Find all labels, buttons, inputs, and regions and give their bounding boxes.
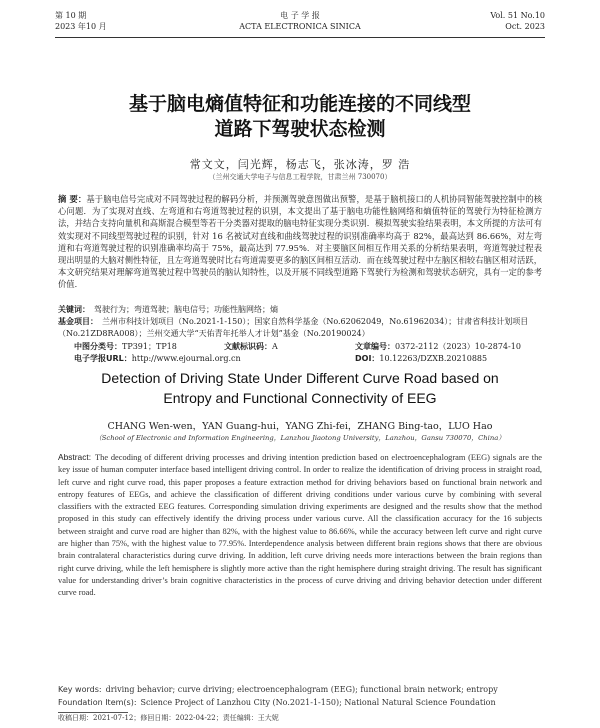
issue-date: 2023 年10 月 bbox=[55, 22, 107, 31]
header-rule bbox=[55, 37, 545, 38]
volume-number: Vol. 51 No.10 bbox=[490, 11, 545, 20]
doi bbox=[355, 353, 487, 365]
document-code-label: 文献标识码： bbox=[224, 342, 272, 351]
document-code bbox=[224, 341, 278, 353]
page-header bbox=[55, 10, 545, 42]
chinese-funding-text: 兰州市科技计划项目（No.2021-1-150）；国家自然科学基金（No.62062049，No.61962034）；甘肃省科技计划项目（No.21ZD8RA008）；兰州交通大学“天佑青年托举人才计划”基金（No.20190024） bbox=[58, 317, 529, 338]
english-title-line1: Detection of Driving State Under Different Curve Road based on bbox=[101, 370, 499, 386]
english-funding-label: Foundation Item(s): bbox=[58, 698, 137, 707]
document-code-value: A bbox=[272, 342, 278, 351]
chinese-keywords-text: 驾驶行为；弯道驾驶；脑电信号；功能性脑网络；熵 bbox=[94, 305, 278, 314]
header-right bbox=[490, 10, 545, 32]
chinese-title bbox=[60, 92, 540, 142]
article-number-value: 0372-2112（2023）10-2874-10 bbox=[395, 342, 521, 351]
chinese-keywords-label: 关键词： bbox=[58, 305, 90, 314]
english-funding-text: Science Project of Lanzhou City (No.2021-1-150); National Natural Science Foundation bbox=[140, 698, 496, 707]
english-keywords-text: driving behavior; curve driving; electroencephalogram (EEG); functional brain network; entropy bbox=[105, 685, 498, 694]
doi-value: 10.12263/DZXB.20210885 bbox=[379, 354, 488, 363]
volume-date: Oct. 2023 bbox=[505, 22, 545, 31]
journal-name-cn: 电 子 学 报 bbox=[280, 11, 320, 20]
header-center bbox=[55, 10, 545, 32]
journal-url-label: 电子学报URL： bbox=[74, 354, 132, 363]
chinese-affiliation: （兰州交通大学电子与信息工程学院，甘肃兰州 730070） bbox=[208, 173, 392, 181]
english-affiliation: （School of Electronic and Information Engineering，Lanzhou Jiaotong University，Lanzhou，Gansu 730070，China） bbox=[94, 434, 506, 442]
english-title bbox=[40, 368, 560, 408]
article-number-label: 文章编号： bbox=[355, 342, 395, 351]
clc-number bbox=[74, 341, 177, 353]
chinese-abstract bbox=[58, 193, 542, 291]
journal-name-en: ACTA ELECTRONICA SINICA bbox=[239, 22, 361, 31]
journal-url bbox=[74, 353, 241, 365]
issue-number: 第 10 期 bbox=[55, 11, 87, 20]
english-keywords-label: Key words: bbox=[58, 685, 102, 694]
chinese-keywords bbox=[58, 304, 542, 316]
english-title-line2: Entropy and Functional Connectivity of EEG bbox=[163, 390, 437, 406]
english-authors: CHANG Wen-wen，YAN Guang-hui，YANG Zhi-fei，ZHANG Bing-tao，LUO Hao bbox=[107, 421, 493, 432]
chinese-abstract-text: 基于脑电信号完成对不同驾驶过程的解码分析，并预测驾驶意图做出预警，是基于脑机接口的人机协同智能驾驶控制中的核心问题．为了实现对直线、左弯道和右弯道驾驶过程的识别，本文提出了基于脑电功能性脑网络和熵值特征的驾驶行为特征检测方法，并结合支持向量机和高斯混合模型等若干分类器对提取的脑电特征实现分类识别．模拟驾驶实验结果表明，本文所提的方法可有效实现对不同线型驾驶过程的识别，针对 16 名被试对直线和曲线驾驶过程的识别准确率均高于 82%，最高达到 86.66%，对左弯道和右弯道驾驶过程的识别准确率均高于 75%，最高达到 77.95%．对主要脑区间相互作用关系的分析结果表明，弯道驾驶过程表现出明显的大脑对侧性特征，且左弯道驾驶时比右弯道需要更多的脑区间相互活动．而在线驾驶过程中左脑区相较右脑区相对活跃，本文研究结果对理解弯道驾驶过程中驾驶员的脑认知特性，以及开展不同线型道路下驾驶行为检测和驾驶状态研究，具有一定的参考价值． bbox=[58, 194, 542, 290]
english-abstract bbox=[58, 451, 542, 600]
chinese-abstract-label: 摘 要： bbox=[58, 194, 87, 204]
clc-value: TP391；TP18 bbox=[122, 342, 177, 351]
chinese-title-line2: 道路下驾驶状态检测 bbox=[214, 118, 386, 140]
chinese-title-line1: 基于脑电熵值特征和功能连接的不同线型 bbox=[128, 93, 471, 115]
chinese-funding bbox=[58, 316, 542, 340]
article-number bbox=[355, 341, 521, 353]
footnote-dates: 收稿日期：2021-07-12；修回日期：2022-04-22；责任编辑：王大妮 bbox=[58, 714, 279, 722]
english-abstract-text: The decoding of different driving processes and driving intention prediction based on electroencephalogram (EEG) signals are the key issue of human computer interface based intelligent driving control. In order to realize the identification of driving process in straight road, left curve and right curve road, this paper proposes a feature extraction method for driving behaviors based on functional brain network and entropy features of EEGs, and achieve the classification of different driving conditions under various curve by combining with several classifiers with the extracted EEG features. Corresponding simulation driving experiments are designed and the results show that the method proposed in this study can effectively identify the driving process under various curve. All the classification accuracy for the 16 subjects between straight and curve road are higher than 82%, with the highest value to 86.66%, while the accuracy between left curve and right curve are higher than 75%, with the highest value to 77.95%. Interdependence analysis between different brain regions shows that there are obvious brain contralateral characteristics during curve driving. In addition, left curve driving needs more interactions between the brain regions than right curve driving, while the left hemisphere is slightly more active than the right hemisphere during straight driving. The result has significant value for understanding driver’s brain cognitive characteristics in the process of curve driving and driving behavior detection under different curve road. bbox=[58, 453, 542, 598]
english-keywords bbox=[58, 684, 542, 696]
journal-url-value: http://www.ejournal.org.cn bbox=[131, 354, 241, 363]
english-abstract-label: Abstract: bbox=[58, 452, 92, 462]
chinese-funding-label: 基金项目： bbox=[58, 317, 98, 326]
doi-label: DOI： bbox=[355, 354, 380, 363]
chinese-authors: 常文文，闫光辉，杨志飞，张冰涛，罗 浩 bbox=[189, 158, 411, 171]
english-funding bbox=[58, 697, 542, 709]
clc-label: 中图分类号： bbox=[74, 342, 122, 351]
